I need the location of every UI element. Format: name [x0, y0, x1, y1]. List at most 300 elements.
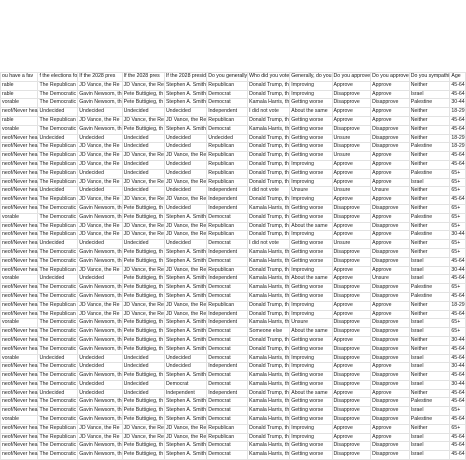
table-cell[interactable]: Donald Trump, th — [248, 90, 290, 99]
table-cell[interactable]: 30-44 — [450, 336, 465, 345]
table-cell[interactable]: Gavin Newsom, th — [78, 451, 122, 460]
table-cell[interactable]: neof/Never hea — [1, 389, 38, 398]
table-cell[interactable]: Disapprove — [371, 451, 410, 460]
table-cell[interactable]: Undecided — [122, 169, 164, 178]
table-cell[interactable]: Approve — [371, 363, 410, 372]
table-cell[interactable]: Democrat — [207, 336, 248, 345]
table-cell[interactable]: Disapprove — [332, 354, 371, 363]
table-cell[interactable]: Israel — [409, 275, 450, 284]
table-cell[interactable]: The Democratic — [38, 292, 78, 301]
table-cell[interactable]: The Republican — [38, 81, 78, 90]
table-cell[interactable]: 65+ — [450, 213, 465, 222]
table-cell[interactable]: Approve — [371, 81, 410, 90]
table-cell[interactable]: Disapprove — [332, 319, 371, 328]
table-cell[interactable]: Democrat — [207, 125, 248, 134]
table-cell[interactable]: I did not vote — [248, 108, 290, 117]
table-cell[interactable]: 65+ — [450, 248, 465, 257]
table-cell[interactable]: Democrat — [207, 416, 248, 425]
table-cell[interactable]: Improving — [290, 433, 332, 442]
table-cell[interactable]: Democrat — [207, 240, 248, 249]
table-cell[interactable]: Donald Trump, th — [248, 222, 290, 231]
table-cell[interactable]: Israel — [409, 90, 450, 99]
table-cell[interactable]: 18-29 — [450, 134, 465, 143]
table-cell[interactable]: Approve — [332, 116, 371, 125]
table-cell[interactable]: Undecided — [122, 134, 164, 143]
table-cell[interactable]: neof/Never hea — [1, 398, 38, 407]
table-cell[interactable]: The Democratic — [38, 257, 78, 266]
table-cell[interactable]: Pete Buttigieg, th — [122, 328, 164, 337]
table-cell[interactable]: Neither — [409, 204, 450, 213]
table-cell[interactable]: 65+ — [450, 178, 465, 187]
table-cell[interactable]: 45-64 — [450, 116, 465, 125]
table-cell[interactable]: Approve — [371, 266, 410, 275]
table-cell[interactable]: Disapprove — [371, 284, 410, 293]
table-cell[interactable]: The Democratic — [38, 398, 78, 407]
table-cell[interactable]: Democrat — [207, 398, 248, 407]
table-cell[interactable]: Kamala Harris, th — [248, 99, 290, 108]
table-cell[interactable]: 30-44 — [450, 266, 465, 275]
table-cell[interactable]: Kamala Harris, th — [248, 380, 290, 389]
header-cell[interactable]: f the elections fo — [38, 73, 78, 82]
table-cell[interactable]: Gavin Newsom, th — [78, 398, 122, 407]
table-cell[interactable]: Republican — [207, 433, 248, 442]
table-cell[interactable]: Donald Trump, th — [248, 389, 290, 398]
data-grid[interactable] — [0, 72, 466, 460]
table-cell[interactable]: Pete Buttigieg, th — [122, 336, 164, 345]
table-cell[interactable]: Independent — [207, 187, 248, 196]
table-cell[interactable]: Stephen A. Smith — [164, 372, 206, 381]
table-cell[interactable]: The Republican — [38, 169, 78, 178]
table-cell[interactable]: Approve — [332, 310, 371, 319]
table-cell[interactable]: JD Vance, the Re — [78, 143, 122, 152]
table-cell[interactable]: neof/Never hea — [1, 240, 38, 249]
table-cell[interactable]: Gavin Newsom, th — [78, 345, 122, 354]
table-cell[interactable]: Approve — [371, 108, 410, 117]
table-cell[interactable]: Improving — [290, 81, 332, 90]
table-cell[interactable]: Neither — [409, 389, 450, 398]
table-cell[interactable]: Improving — [290, 90, 332, 99]
table-cell[interactable]: Pete Buttigieg, th — [122, 284, 164, 293]
table-cell[interactable]: Undecided — [122, 240, 164, 249]
table-cell[interactable]: Donald Trump, th — [248, 81, 290, 90]
table-cell[interactable]: Undecided — [78, 108, 122, 117]
table-cell[interactable]: Democrat — [207, 213, 248, 222]
table-cell[interactable]: The Republican — [38, 424, 78, 433]
table-cell[interactable]: neof/Never hea — [1, 328, 38, 337]
table-cell[interactable]: Independent — [207, 310, 248, 319]
table-cell[interactable]: JD Vance, the Re — [78, 424, 122, 433]
table-cell[interactable]: Disapprove — [371, 125, 410, 134]
table-cell[interactable]: neof/Never hea — [1, 160, 38, 169]
table-cell[interactable]: Pete Buttigieg, th — [122, 451, 164, 460]
table-cell[interactable]: Pete Buttigieg, th — [122, 345, 164, 354]
table-cell[interactable]: neof/Never hea — [1, 433, 38, 442]
table-cell[interactable]: The Democratic — [38, 99, 78, 108]
table-cell[interactable]: Donald Trump, th — [248, 336, 290, 345]
table-cell[interactable]: Approve — [371, 213, 410, 222]
table-cell[interactable]: Stephen A. Smith — [164, 442, 206, 451]
table-cell[interactable]: The Republican — [38, 301, 78, 310]
table-cell[interactable]: Republican — [207, 160, 248, 169]
table-cell[interactable]: Unsure — [332, 152, 371, 161]
table-cell[interactable]: Pete Buttigieg, th — [122, 407, 164, 416]
table-cell[interactable]: Disapprove — [371, 398, 410, 407]
table-cell[interactable]: Gavin Newsom, th — [78, 372, 122, 381]
table-cell[interactable]: I did not vote — [248, 187, 290, 196]
table-cell[interactable]: Republican — [207, 169, 248, 178]
table-cell[interactable]: Republican — [207, 301, 248, 310]
table-cell[interactable]: Improving — [290, 363, 332, 372]
table-cell[interactable]: Undecided — [122, 143, 164, 152]
table-cell[interactable]: Donald Trump, th — [248, 160, 290, 169]
table-cell[interactable]: Undecided — [38, 108, 78, 117]
table-cell[interactable]: JD Vance, the Re — [122, 81, 164, 90]
table-cell[interactable]: Donald Trump, th — [248, 143, 290, 152]
table-cell[interactable]: Undecided — [78, 187, 122, 196]
table-cell[interactable]: Unsure — [332, 134, 371, 143]
table-cell[interactable]: 45-64 — [450, 451, 465, 460]
table-cell[interactable]: Kamala Harris, th — [248, 372, 290, 381]
table-cell[interactable]: Pete Buttigieg, th — [122, 398, 164, 407]
table-cell[interactable]: Undecided — [38, 134, 78, 143]
table-cell[interactable]: Approve — [371, 152, 410, 161]
table-cell[interactable]: The Republican — [38, 160, 78, 169]
table-cell[interactable]: Disapprove — [371, 336, 410, 345]
table-cell[interactable]: Approve — [371, 160, 410, 169]
table-cell[interactable]: 45-64 — [450, 345, 465, 354]
table-cell[interactable]: Democrat — [207, 442, 248, 451]
table-cell[interactable]: Democrat — [207, 90, 248, 99]
table-cell[interactable]: Palestine — [409, 292, 450, 301]
table-cell[interactable]: Palestine — [409, 99, 450, 108]
table-cell[interactable]: neof/Never hea — [1, 196, 38, 205]
table-cell[interactable]: JD Vance, the Re — [78, 196, 122, 205]
table-cell[interactable]: JD Vance, the Re — [78, 310, 122, 319]
table-cell[interactable]: 45-64 — [450, 442, 465, 451]
table-cell[interactable]: The Democratic — [38, 407, 78, 416]
header-cell[interactable]: Do you approve — [332, 73, 371, 82]
table-cell[interactable]: Disapprove — [371, 257, 410, 266]
table-cell[interactable]: Neither — [409, 196, 450, 205]
table-cell[interactable]: Kamala Harris, th — [248, 275, 290, 284]
table-cell[interactable]: Getting worse — [290, 416, 332, 425]
table-cell[interactable]: JD Vance, the Re — [122, 424, 164, 433]
table-cell[interactable]: Approve — [332, 389, 371, 398]
table-cell[interactable]: Independent — [207, 275, 248, 284]
table-cell[interactable]: neof/Never hea — [1, 345, 38, 354]
table-cell[interactable]: Approve — [332, 169, 371, 178]
table-cell[interactable]: Republican — [207, 81, 248, 90]
table-cell[interactable]: Approve — [371, 90, 410, 99]
header-cell[interactable]: Who did you vote — [248, 73, 290, 82]
table-cell[interactable]: Disapprove — [332, 99, 371, 108]
table-cell[interactable]: Donald Trump, th — [248, 196, 290, 205]
table-cell[interactable]: 65+ — [450, 222, 465, 231]
table-cell[interactable]: Israel — [409, 380, 450, 389]
table-cell[interactable]: neof/Never hea — [1, 231, 38, 240]
header-cell[interactable]: If the 2028 presid — [164, 73, 206, 82]
table-cell[interactable]: Pete Buttigieg, th — [122, 372, 164, 381]
table-cell[interactable]: neof/Never hea — [1, 134, 38, 143]
table-cell[interactable]: Disapprove — [371, 222, 410, 231]
table-cell[interactable]: Disapprove — [332, 416, 371, 425]
table-cell[interactable]: neof/Never hea — [1, 451, 38, 460]
table-cell[interactable]: 65+ — [450, 169, 465, 178]
table-cell[interactable]: 45-64 — [450, 160, 465, 169]
table-cell[interactable]: Getting worse — [290, 240, 332, 249]
table-cell[interactable]: Stephen A. Smith — [164, 328, 206, 337]
table-cell[interactable]: JD Vance, the Re — [78, 116, 122, 125]
table-cell[interactable]: Getting worse — [290, 248, 332, 257]
table-cell[interactable]: Gavin Newsom, th — [78, 284, 122, 293]
table-cell[interactable]: JD Vance, the Re — [122, 301, 164, 310]
table-cell[interactable]: Disapprove — [371, 143, 410, 152]
table-cell[interactable]: 45-64 — [450, 433, 465, 442]
table-cell[interactable]: Approve — [332, 108, 371, 117]
table-cell[interactable]: Neither — [409, 240, 450, 249]
table-cell[interactable]: The Democratic — [38, 328, 78, 337]
table-cell[interactable]: JD Vance, the Re — [164, 433, 206, 442]
table-cell[interactable]: vorable — [1, 319, 38, 328]
table-cell[interactable]: Neither — [409, 301, 450, 310]
table-cell[interactable]: rable — [1, 116, 38, 125]
table-cell[interactable]: Neither — [409, 187, 450, 196]
table-cell[interactable]: 45-64 — [450, 275, 465, 284]
table-cell[interactable]: Israel — [409, 319, 450, 328]
table-cell[interactable]: Approve — [332, 266, 371, 275]
table-cell[interactable]: Palestine — [409, 213, 450, 222]
table-cell[interactable]: Israel — [409, 442, 450, 451]
table-cell[interactable]: Pete Buttigieg, th — [122, 204, 164, 213]
table-cell[interactable]: Undecided — [164, 204, 206, 213]
table-cell[interactable]: Democrat — [207, 345, 248, 354]
table-cell[interactable]: Disapprove — [332, 380, 371, 389]
table-cell[interactable]: Gavin Newsom, th — [78, 336, 122, 345]
table-cell[interactable]: neof/Never hea — [1, 266, 38, 275]
table-cell[interactable]: Democrat — [207, 257, 248, 266]
table-cell[interactable]: Independent — [207, 319, 248, 328]
table-cell[interactable]: Donald Trump, th — [248, 116, 290, 125]
table-cell[interactable]: The Democratic — [38, 336, 78, 345]
table-cell[interactable]: Undecided — [164, 160, 206, 169]
table-cell[interactable]: The Republican — [38, 310, 78, 319]
table-cell[interactable]: Disapprove — [332, 213, 371, 222]
table-cell[interactable]: The Democratic — [38, 125, 78, 134]
table-cell[interactable]: JD Vance, the Re — [164, 424, 206, 433]
table-cell[interactable]: Stephen A. Smith — [164, 81, 206, 90]
table-cell[interactable]: Neither — [409, 345, 450, 354]
table-cell[interactable]: Disapprove — [332, 204, 371, 213]
table-cell[interactable]: Israel — [409, 354, 450, 363]
table-cell[interactable]: 45-64 — [450, 389, 465, 398]
table-cell[interactable]: Approve — [371, 116, 410, 125]
table-cell[interactable]: Stephen A. Smith — [164, 345, 206, 354]
table-cell[interactable]: The Democratic — [38, 204, 78, 213]
table-cell[interactable]: Disapprove — [332, 451, 371, 460]
table-cell[interactable]: Getting worse — [290, 380, 332, 389]
table-cell[interactable]: Approve — [371, 301, 410, 310]
table-cell[interactable]: JD Vance, the Re — [78, 222, 122, 231]
table-cell[interactable]: Pete Buttigieg, th — [122, 248, 164, 257]
table-cell[interactable]: Democrat — [164, 380, 206, 389]
table-cell[interactable]: Donald Trump, th — [248, 231, 290, 240]
table-cell[interactable]: Disapprove — [371, 319, 410, 328]
table-cell[interactable]: Undecided — [164, 143, 206, 152]
table-cell[interactable]: vorable — [1, 275, 38, 284]
table-cell[interactable]: Israel — [409, 266, 450, 275]
table-cell[interactable]: JD Vance, the Re — [164, 152, 206, 161]
table-cell[interactable]: Independent — [207, 108, 248, 117]
table-cell[interactable]: Neither — [409, 125, 450, 134]
table-cell[interactable]: Pete Buttigieg, th — [122, 319, 164, 328]
table-cell[interactable]: Disapprove — [371, 407, 410, 416]
table-cell[interactable]: Israel — [409, 257, 450, 266]
table-cell[interactable]: Stephen A. Smith — [164, 416, 206, 425]
table-cell[interactable]: Approve — [371, 240, 410, 249]
table-cell[interactable]: Undecided — [38, 187, 78, 196]
table-cell[interactable]: Stephen A. Smith — [164, 407, 206, 416]
table-cell[interactable]: Neither — [409, 81, 450, 90]
table-cell[interactable]: neof/Never hea — [1, 143, 38, 152]
table-cell[interactable]: Undecided — [207, 134, 248, 143]
table-cell[interactable]: Getting worse — [290, 442, 332, 451]
table-cell[interactable]: JD Vance, the Re — [164, 196, 206, 205]
table-cell[interactable]: Undecided — [164, 187, 206, 196]
table-cell[interactable]: JD Vance, the Re — [122, 152, 164, 161]
table-cell[interactable]: neof/Never hea — [1, 380, 38, 389]
table-cell[interactable]: Undecided — [78, 354, 122, 363]
table-cell[interactable]: neof/Never hea — [1, 204, 38, 213]
table-cell[interactable]: Stephen A. Smith — [164, 336, 206, 345]
table-cell[interactable]: Kamala Harris, th — [248, 319, 290, 328]
table-cell[interactable]: Approve — [371, 433, 410, 442]
table-cell[interactable]: 45-64 — [450, 152, 465, 161]
table-cell[interactable]: JD Vance, the Re — [122, 178, 164, 187]
header-cell[interactable]: Do you sympathi — [409, 73, 450, 82]
table-cell[interactable]: Approve — [332, 81, 371, 90]
table-cell[interactable]: vorable — [1, 416, 38, 425]
table-cell[interactable]: Democrat — [207, 372, 248, 381]
header-cell[interactable]: Age — [450, 73, 465, 82]
table-cell[interactable]: Unsure — [290, 187, 332, 196]
table-cell[interactable]: Disapprove — [371, 99, 410, 108]
table-cell[interactable]: 65+ — [450, 319, 465, 328]
table-cell[interactable]: Undecided — [164, 169, 206, 178]
table-cell[interactable]: Approve — [332, 336, 371, 345]
table-cell[interactable]: 45-64 — [450, 354, 465, 363]
table-cell[interactable]: About the same — [290, 275, 332, 284]
table-cell[interactable]: Pete Buttigieg, th — [122, 292, 164, 301]
table-cell[interactable]: The Democratic — [38, 284, 78, 293]
table-cell[interactable]: vorable — [1, 213, 38, 222]
table-cell[interactable]: Getting worse — [290, 284, 332, 293]
table-cell[interactable]: Disapprove — [332, 257, 371, 266]
table-cell[interactable]: Democrat — [207, 328, 248, 337]
table-cell[interactable]: The Republican — [38, 433, 78, 442]
table-cell[interactable]: Getting worse — [290, 152, 332, 161]
table-cell[interactable]: Neither — [409, 160, 450, 169]
table-cell[interactable]: neof/Never hea — [1, 407, 38, 416]
table-cell[interactable]: 45-64 — [450, 398, 465, 407]
table-cell[interactable]: Pete Buttigieg, th — [122, 125, 164, 134]
table-cell[interactable]: The Democratic — [38, 248, 78, 257]
table-cell[interactable]: Democrat — [207, 451, 248, 460]
table-cell[interactable]: neof/Never hea — [1, 310, 38, 319]
table-cell[interactable]: JD Vance, the Re — [78, 301, 122, 310]
table-cell[interactable]: Approve — [332, 424, 371, 433]
table-cell[interactable]: Neither — [409, 222, 450, 231]
table-cell[interactable]: Undecided — [78, 240, 122, 249]
table-cell[interactable]: The Republican — [38, 116, 78, 125]
table-cell[interactable]: Democrat — [207, 407, 248, 416]
table-cell[interactable]: Democrat — [207, 284, 248, 293]
table-cell[interactable]: Approve — [371, 196, 410, 205]
table-cell[interactable]: Pete Buttigieg, th — [122, 416, 164, 425]
table-cell[interactable]: 18-29 — [450, 108, 465, 117]
table-cell[interactable]: Undecided — [78, 169, 122, 178]
table-cell[interactable]: Neither — [409, 372, 450, 381]
table-cell[interactable]: The Democratic — [38, 442, 78, 451]
table-cell[interactable]: Republican — [207, 266, 248, 275]
table-cell[interactable]: Democrat — [207, 380, 248, 389]
table-cell[interactable]: Getting worse — [290, 143, 332, 152]
table-cell[interactable]: Unsure — [371, 275, 410, 284]
table-cell[interactable]: The Democratic — [38, 451, 78, 460]
table-cell[interactable]: Gavin Newsom, th — [78, 328, 122, 337]
table-cell[interactable]: Palestine — [409, 398, 450, 407]
table-cell[interactable]: Approve — [371, 178, 410, 187]
table-cell[interactable]: The Republican — [38, 178, 78, 187]
table-cell[interactable]: Unsure — [371, 187, 410, 196]
table-cell[interactable]: The Democratic — [38, 380, 78, 389]
table-cell[interactable]: 30-44 — [450, 380, 465, 389]
table-cell[interactable]: JD Vance, the Re — [122, 266, 164, 275]
table-cell[interactable]: Approve — [332, 178, 371, 187]
table-cell[interactable]: 45-64 — [450, 416, 465, 425]
table-cell[interactable]: Republican — [207, 178, 248, 187]
table-cell[interactable]: Israel — [409, 433, 450, 442]
table-cell[interactable]: Stephen A. Smith — [164, 292, 206, 301]
table-cell[interactable]: neof/Never hea — [1, 222, 38, 231]
table-cell[interactable]: Neither — [409, 152, 450, 161]
table-cell[interactable]: Kamala Harris, th — [248, 248, 290, 257]
table-cell[interactable]: Neither — [409, 134, 450, 143]
table-cell[interactable]: Neither — [409, 336, 450, 345]
table-cell[interactable]: JD Vance, the Re — [122, 222, 164, 231]
table-cell[interactable]: Getting worse — [290, 213, 332, 222]
table-cell[interactable]: Disapprove — [371, 372, 410, 381]
table-cell[interactable]: Neither — [409, 310, 450, 319]
table-cell[interactable]: Disapprove — [371, 442, 410, 451]
table-cell[interactable]: The Democratic — [38, 372, 78, 381]
table-cell[interactable]: 45-64 — [450, 292, 465, 301]
table-cell[interactable]: 30-44 — [450, 231, 465, 240]
header-cell[interactable]: Do you approve — [371, 73, 410, 82]
table-cell[interactable]: rable — [1, 81, 38, 90]
table-cell[interactable]: Undecided — [122, 108, 164, 117]
table-cell[interactable]: neof/Never hea — [1, 257, 38, 266]
table-cell[interactable]: Independent — [207, 204, 248, 213]
table-cell[interactable]: The Democratic — [38, 213, 78, 222]
table-cell[interactable]: Approve — [332, 363, 371, 372]
table-cell[interactable]: Unsure — [290, 319, 332, 328]
table-cell[interactable]: Stephen A. Smith — [164, 90, 206, 99]
table-cell[interactable]: Undecided — [78, 134, 122, 143]
table-cell[interactable]: Approve — [332, 160, 371, 169]
table-cell[interactable]: Getting worse — [290, 336, 332, 345]
table-cell[interactable]: JD Vance, the Re — [122, 116, 164, 125]
table-cell[interactable]: 65+ — [450, 284, 465, 293]
